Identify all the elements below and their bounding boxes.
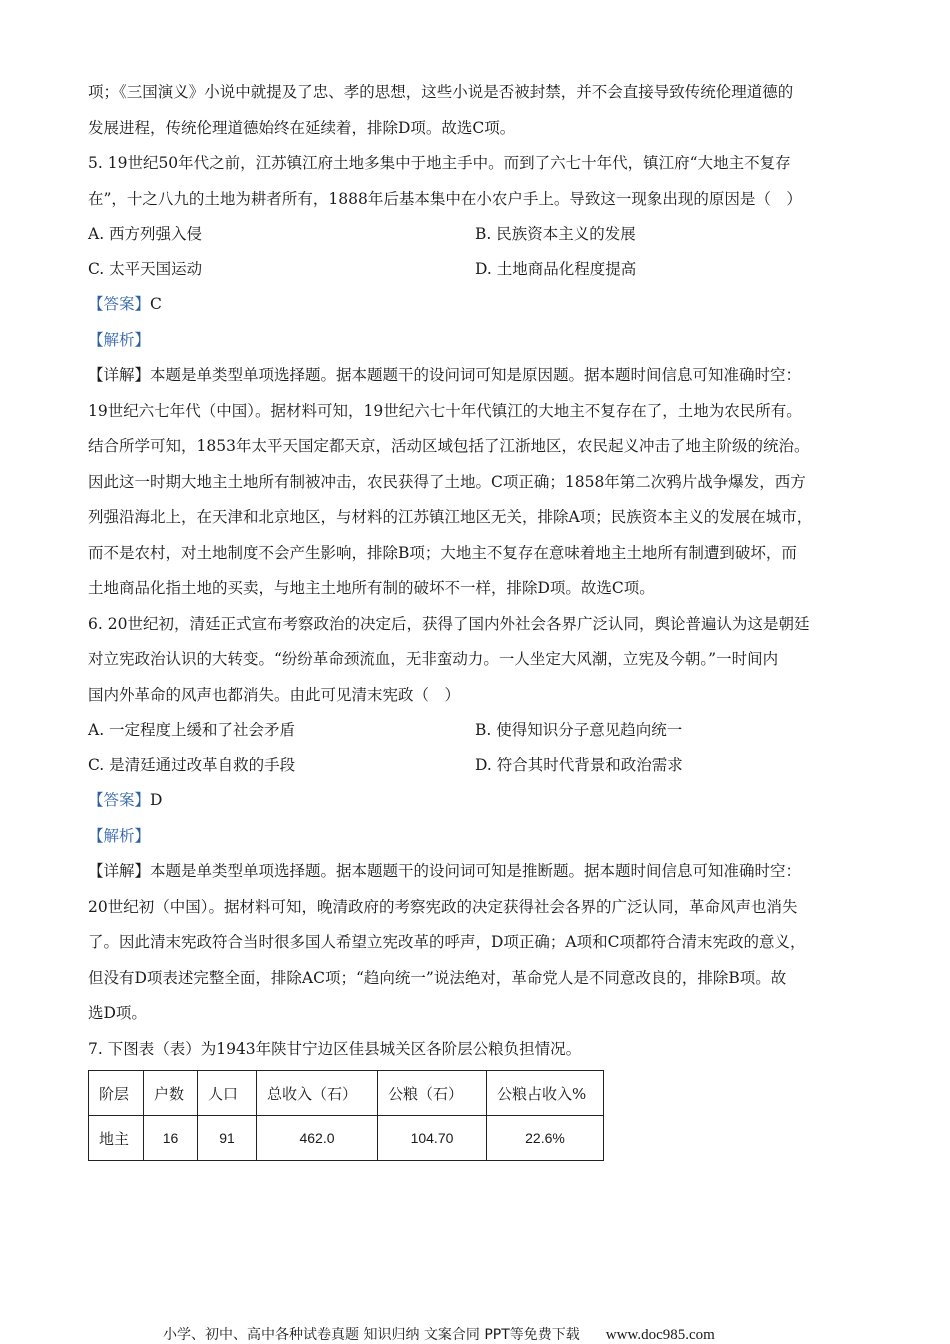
q6-detail-line-3: 了。因此清末宪政符合当时很多国人希望立宪改革的呼声，D项正确；A项和C项都符合清末宪政的意义， xyxy=(88,933,806,951)
table-header-cell: 户数 xyxy=(144,1071,198,1116)
q5-detail-tag: 【详解】 xyxy=(88,366,151,384)
q5-option-b: B. 民族资本主义的发展 xyxy=(475,225,636,243)
q5-detail-line-3: 结合所学可知，1853年太平天国定都天京，活动区域包括了江浙地区，农民起义冲击了地主阶级的统治。 xyxy=(88,437,810,455)
q6-analysis xyxy=(88,819,863,855)
page-footer xyxy=(163,1324,715,1344)
q6-answer xyxy=(88,783,863,819)
q6-answer-tag: 【答案】 xyxy=(88,791,151,809)
q6-options-row-2 xyxy=(88,748,863,783)
question-6 xyxy=(88,607,863,1032)
q6-option-c: C. 是清廷通过改革自救的手段 xyxy=(88,756,296,774)
page-content xyxy=(88,75,863,1161)
q5-stem-line-1: 5. 19世纪50年代之前，江苏镇江府土地多集中于地主手中。而到了六七十年代，镇江府“大地主不复存 xyxy=(88,154,791,172)
q6-stem-line-1: 6. 20世纪初，清廷正式宣布考察政治的决定后，获得了国内外社会各界广泛认同，舆论普遍认为这是朝廷 xyxy=(88,614,810,633)
q5-detail-line-6: 而不是农村，对土地制度不会产生影响，排除B项；大地主不复存在意味着地主土地所有制遭到破坏，而 xyxy=(88,543,797,562)
table-header-cell: 公粮（石） xyxy=(378,1071,487,1116)
q7-stem: 7. 下图表（表）为1943年陕甘宁边区佳县城关区各阶层公粮负担情况。 xyxy=(88,1039,582,1058)
table-cell: 91 xyxy=(198,1116,257,1161)
q6-detail-text-1: 本题是单类型单项选择题。据本题题干的设问词可知是推断题。据本题时间信息可知准确时空： xyxy=(150,862,802,880)
question-5 xyxy=(88,146,863,607)
q5-option-c: C. 太平天国运动 xyxy=(88,260,203,278)
q5-answer-tag: 【答案】 xyxy=(88,295,151,313)
intro-line-1: 项；《三国演义》小说中就提及了忠、孝的思想，这些小说是否被封禁，并不会直接导致传统伦理道德的 xyxy=(88,83,794,101)
grain-burden-table xyxy=(88,1070,604,1161)
q5-options-row-1 xyxy=(88,217,863,252)
table-cell: 104.70 xyxy=(378,1116,487,1161)
q6-option-b: B. 使得知识分子意见趋向统一 xyxy=(475,721,683,739)
q5-answer-value: C xyxy=(150,295,162,313)
table-row xyxy=(89,1116,604,1161)
q5-detail-line-2: 19世纪六七年代（中国）。据材料可知，19世纪六七十年代镇江的大地主不复存在了，土地为农民所有。 xyxy=(88,401,802,420)
q5-detail-line-4: 因此这一时期大地主土地所有制被冲击，农民获得了土地。C项正确；1858年第二次鸦片战争爆发，西方 xyxy=(88,472,806,491)
table-header-cell: 人口 xyxy=(198,1071,257,1116)
table-cell: 地主 xyxy=(89,1116,144,1161)
intro-line-2: 发展进程，传统伦理道德始终在延续着，排除D项。故选C项。 xyxy=(88,118,516,137)
q5-analysis-tag: 【解析】 xyxy=(88,330,151,349)
q6-detail-line-2: 20世纪初（中国）。据材料可知，晚清政府的考察宪政的决定获得社会各界的广泛认同，革命风声也消失 xyxy=(88,897,798,916)
q6-detail-tag: 【详解】 xyxy=(88,862,151,880)
q5-option-d: D. 土地商品化程度提高 xyxy=(475,260,637,278)
table-header-cell: 阶层 xyxy=(89,1071,144,1116)
table-cell: 16 xyxy=(144,1116,198,1161)
q6-detail-line-5: 选D项。 xyxy=(88,1004,147,1022)
question-7 xyxy=(88,1032,863,1162)
q5-analysis xyxy=(88,323,863,359)
table-header-row xyxy=(89,1071,604,1116)
q5-stem-line-2: 在”，十之八九的土地为耕者所有，1888年后基本集中在小农户手上。导致这一现象出现的原因是（ ） xyxy=(88,189,802,208)
q6-detail-line-1 xyxy=(88,854,863,890)
q5-detail-line-1 xyxy=(88,358,863,394)
q5-detail-text-1: 本题是单类型单项选择题。据本题题干的设问词可知是原因题。据本题时间信息可知准确时空： xyxy=(150,366,802,384)
q6-stem-line-3: 国内外革命的风声也都消失。由此可见清末宪政（ ） xyxy=(88,685,461,704)
q6-detail-line-4: 但没有D项表述完整全面，排除AC项；“趋向统一”说法绝对，革命党人是不同意改良的，排除B项。故 xyxy=(88,968,787,987)
q6-option-d: D. 符合其时代背景和政治需求 xyxy=(475,756,683,774)
q5-detail-line-7: 土地商品化指土地的买卖，与地主土地所有制的破坏不一样，排除D项。故选C项。 xyxy=(88,579,655,597)
footer-text: 小学、初中、高中各种试卷真题 知识归纳 文案合同 PPT等免费下载 xyxy=(163,1327,580,1343)
q6-analysis-tag: 【解析】 xyxy=(88,826,151,845)
q5-detail-line-5: 列强沿海北上，在天津和北京地区，与材料的江苏镇江地区无关，排除A项；民族资本主义的发展在城市， xyxy=(88,508,813,526)
q5-answer xyxy=(88,287,863,323)
q5-options-row-2 xyxy=(88,252,863,287)
q6-options-row-1 xyxy=(88,713,863,748)
q5-option-a: A. 西方列强入侵 xyxy=(88,225,203,243)
table-cell: 462.0 xyxy=(257,1116,378,1161)
q6-option-a: A. 一定程度上缓和了社会矛盾 xyxy=(88,721,296,739)
table-header-cell: 公粮占收入% xyxy=(487,1071,604,1116)
q6-stem-line-2: 对立宪政治认识的大转变。“纷纷革命颈流血，无非蛮动力。一人坐定大风潮，立宪及今朝。”一时间内 xyxy=(88,650,779,668)
table-header-cell: 总收入（石） xyxy=(257,1071,378,1116)
table-cell: 22.6% xyxy=(487,1116,604,1161)
q6-answer-value: D xyxy=(150,791,163,809)
footer-url[interactable]: www.doc985.com xyxy=(605,1327,715,1343)
